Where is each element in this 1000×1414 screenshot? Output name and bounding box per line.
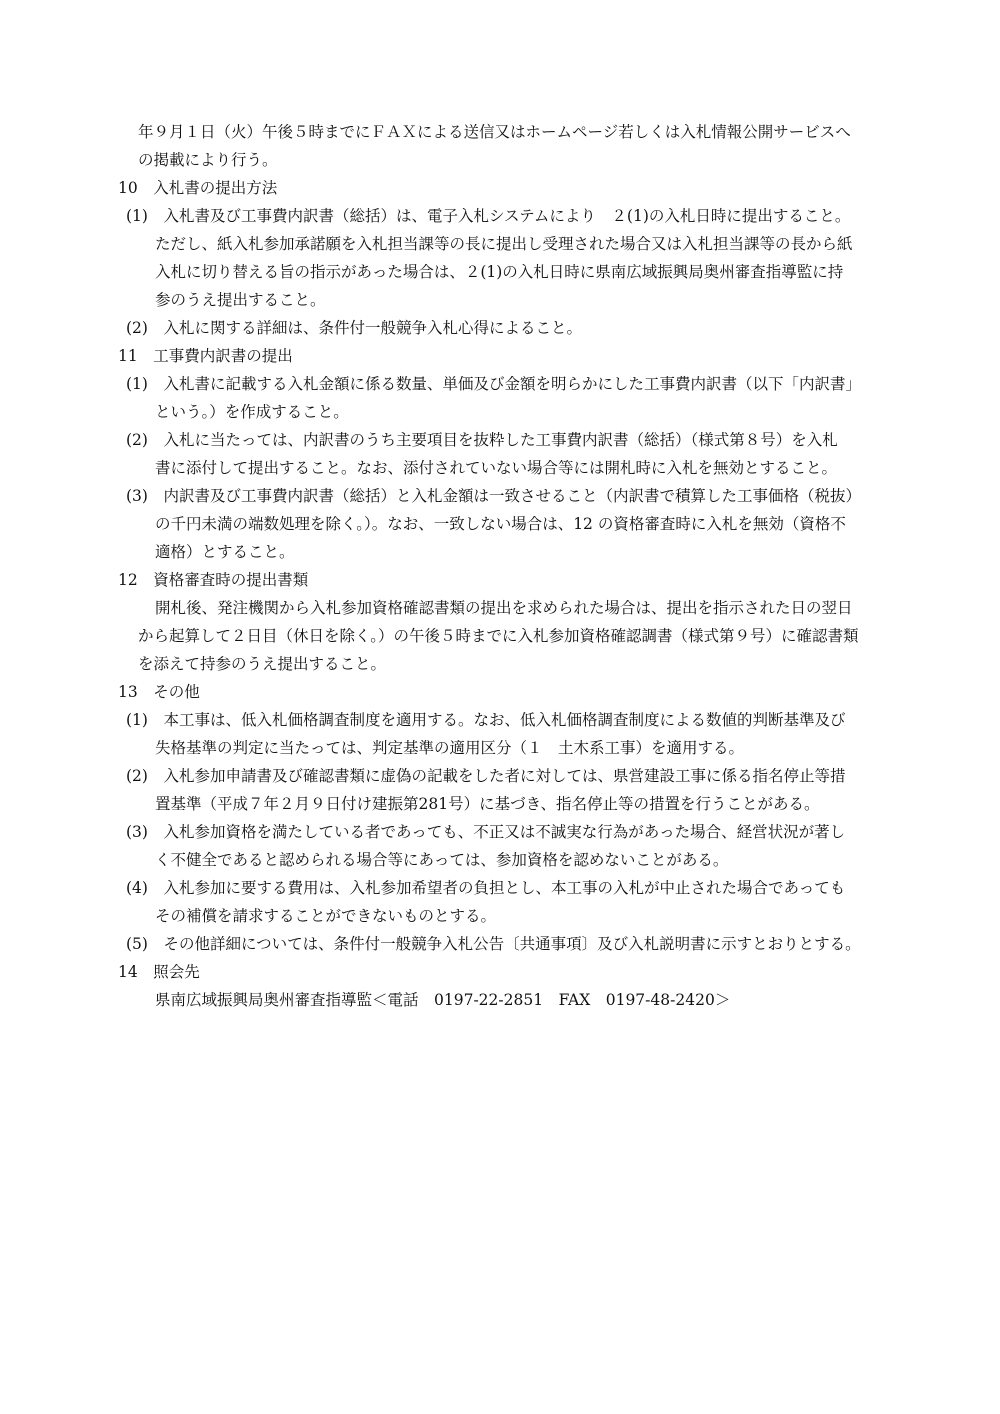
text-line: (1) 入札書に記載する入札金額に係る数量、単価及び金額を明らかにした工事費内訳書（以下「内訳書」 [126,375,861,393]
text-line: (2) 入札に当たっては、内訳書のうち主要項目を抜粋した工事費内訳書（総括）（様式第８号）を入札 [126,431,838,449]
text-line: ただし、紙入札参加承諾願を入札担当課等の長に提出し受理された場合又は入札担当課等の長から紙 [155,235,853,253]
text-line: の千円未満の端数処理を除く。）。なお、一致しない場合は、12 の資格審査時に入札を無効（資格不 [155,515,846,533]
text-line: く不健全であると認められる場合等にあっては、参加資格を認めないことがある。 [155,851,729,869]
text-line: 適格）とすること。 [155,543,295,561]
section-heading-11: 11 工事費内訳書の提出 [118,347,293,365]
text-line: (4) 入札参加に要する費用は、入札参加希望者の負担とし、本工事の入札が中止された場合であっても [126,879,846,897]
text-line: 失格基準の判定に当たっては、判定基準の適用区分（１ 土木系工事）を適用する。 [155,739,745,757]
text-line: (1) 本工事は、低入札価格調査制度を適用する。なお、低入札価格調査制度による数値的判断基準及び [126,711,846,729]
section-heading-12: 12 資格審査時の提出書類 [118,571,309,589]
text-line: (3) 入札参加資格を満たしている者であっても、不正又は不誠実な行為があった場合、経営状況が著し [126,823,846,841]
text-line: 参のうえ提出すること。 [155,291,326,309]
section-heading-13: 13 その他 [118,683,200,701]
text-line: の掲載により行う。 [138,151,278,169]
text-line: (2) 入札に関する詳細は、条件付一般競争入札心得によること。 [126,319,582,337]
text-line: (2) 入札参加申請書及び確認書類に虚偽の記載をした者に対しては、県営建設工事に係る指名停止等措 [126,767,846,785]
text-line: (5) その他詳細については、条件付一般競争入札公告〔共通事項〕及び入札説明書に示すとおりとする。 [126,935,861,953]
text-line: (1) 入札書及び工事費内訳書（総括）は、電子入札システムにより ２(1)の入札日時に提出すること。 [126,207,851,225]
contact-line: 県南広域振興局奥州審査指導監＜電話 0197-22-2851 FAX 0197-48-2420＞ [155,991,731,1009]
text-line: 入札に切り替える旨の指示があった場合は、２(1)の入札日時に県南広域振興局奥州審査指導監に持 [155,263,844,281]
text-line: 開札後、発注機関から入札参加資格確認書類の提出を求められた場合は、提出を指示された日の翌日 [155,599,853,617]
text-line: 置基準（平成７年２月９日付け建振第281号）に基づき、指名停止等の措置を行うことがある。 [155,795,820,813]
section-heading-14: 14 照会先 [118,963,200,981]
text-line: 年９月１日（火）午後５時までにＦＡＸによる送信又はホームページ若しくは入札情報公開サービスへ [138,123,851,141]
text-line: を添えて持参のうえ提出すること。 [138,655,387,673]
section-heading-10: 10 入札書の提出方法 [118,179,278,197]
text-line: (3) 内訳書及び工事費内訳書（総括）と入札金額は一致させること（内訳書で積算した工事価格（税抜） [126,487,861,505]
text-line: という。）を作成すること。 [155,403,349,421]
text-line: その補償を請求することができないものとする。 [155,907,497,925]
text-line: 書に添付して提出すること。なお、添付されていない場合等には開札時に入札を無効とすること。 [155,459,838,477]
text-line: から起算して２日目（休日を除く。）の午後５時までに入札参加資格確認調書（様式第９号）に確認書類 [138,627,859,645]
